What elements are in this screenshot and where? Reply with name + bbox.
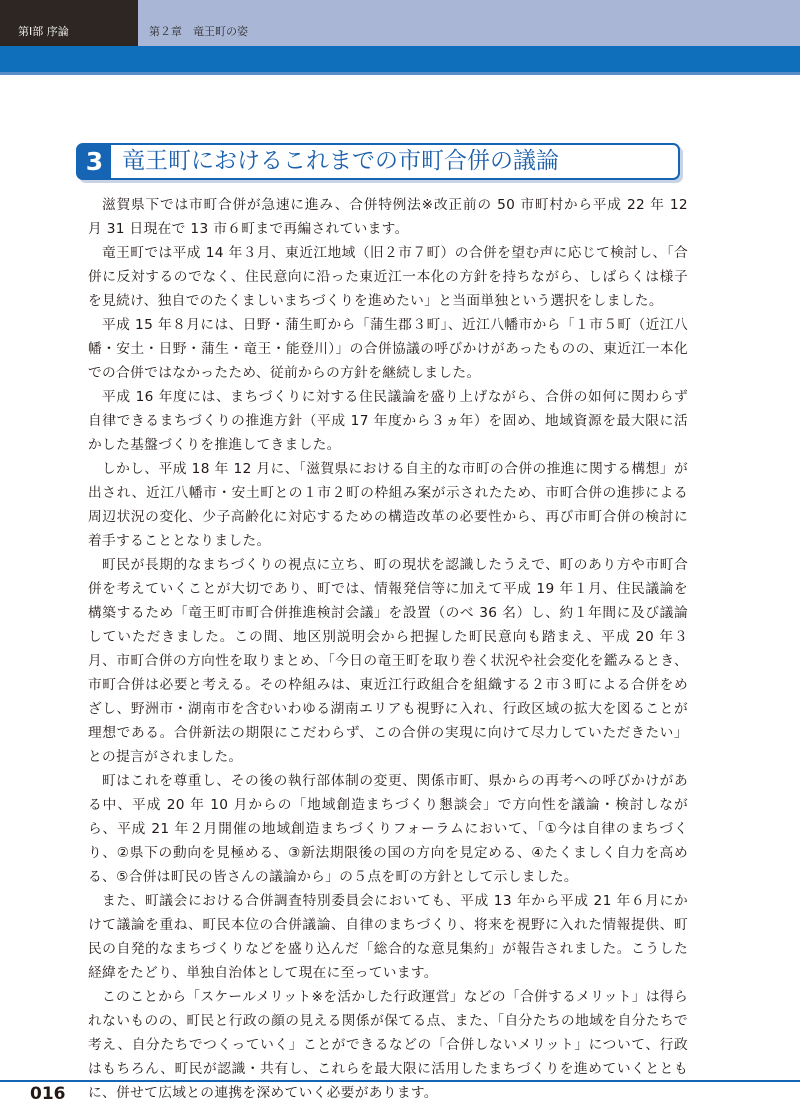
section-title: 竜王町におけるこれまでの市町合併の議論 — [122, 148, 559, 174]
footer-rule — [0, 1080, 800, 1082]
paragraph: 平成 16 年度には、まちづくりに対する住民議論を盛り上げながら、合併の如何に関わらず自律できるまちづくりの推進方針（平成 17 年度から３ヵ年）を固め、地域資源を最大限に活かした基盤づくりを推進してきました。 — [88, 389, 688, 453]
chapter-label: 第２章 竜王町の姿 — [149, 25, 248, 38]
paragraph: 滋賀県下では市町合併が急速に進み、合併特例法※改正前の 50 市町村から平成 22 年 12 月 31 日現在で 13 市６町まで再編されています。 — [88, 197, 688, 237]
paragraph: 町はこれを尊重し、その後の執行部体制の変更、関係市町、県からの再考への呼びかけがある中、平成 20 年 10 月からの「地域創造まちづくり懇談会」で方向性を議論・検討しながら、平成 21 年２月開催の地域創造まちづくりフォーラムにおいて、「①今は自律のまちづくり、②県下の動向を見極める、③新法期限後の国の方向を見定める、④たくましく自力を高める、⑤合併は町民の皆さんの議論から」の５点を町の方針として示しました。 — [88, 773, 688, 885]
part-label: 第Ⅰ部 序論 — [18, 25, 69, 38]
paragraph: 町民が長期的なまちづくりの視点に立ち、町の現状を認識したうえで、町のあり方や市町合併を考えていくことが大切であり、町では、情報発信等に加えて平成 19 年１月、住民議論を構築するため「竜王町市町合併推進検討会議」を設置（のべ 36 名）し、約１年間に及び議論していただきました。この間、地区別説明会から把握した町民意向も踏まえ、平成 20 年３月、市町合併の方向性を取りまとめ、「今日の竜王町を取り巻く状況や社会変化を鑑みるとき、市町合併は必要と考える。その枠組みは、東近江行政組合を組織する２市３町による合併をめざし、野洲市・湖南市を含むいわゆる湖南エリアも視野に入れ、行政区域の拡大を図ることが理想である。合併新法の期限にこだわらず、この合併の実現に向けて尽力していただきたい」との提言がされました。 — [88, 557, 688, 765]
section-number: 3 — [78, 145, 111, 178]
part-tab — [0, 0, 138, 46]
section-heading — [76, 143, 680, 180]
body-text — [88, 193, 688, 1105]
paragraph: 竜王町では平成 14 年３月、東近江地域（旧２市７町）の合併を望む声に応じて検討し、「合併に反対するのでなく、住民意向に沿った東近江一本化の方針を持ちながら、しばらくは様子を見続け、独自でのたくましいまちづくりを進めたい」と当面単独という選択をしました。 — [88, 245, 688, 309]
header-divider — [0, 72, 800, 75]
paragraph: また、町議会における合併調査特別委員会においても、平成 13 年から平成 21 年６月にかけて議論を重ね、町民本位の合併議論、自律のまちづくり、将来を視野に入れた情報提供、町民の自発的なまちづくりなどを盛り込んだ「総合的な意見集約」が報告されました。こうした経緯をたどり、単独自治体として現在に至っています。 — [88, 893, 688, 981]
header-blue-band — [0, 46, 800, 72]
paragraph: しかし、平成 18 年 12 月に、「滋賀県における自主的な市町の合併の推進に関する構想」が出され、近江八幡市・安土町との１市２町の枠組み案が示されたため、市町合併の進捗による周辺状況の変化、少子高齢化に対応するための構造改革の必要性から、再び市町合併の検討に着手することとなりました。 — [88, 461, 688, 549]
paragraph: このことから「スケールメリット※を活かした行政運営」などの「合併するメリット」は得られないものの、町民と行政の顔の見える関係が保てる点、また、「自分たちの地域を自分たちで考え、自分たちでつくっていく」ことができるなどの「合併しないメリット」について、行政はもちろん、町民が認識・共有し、これらを最大限に活用したまちづくりを進めていくとともに、併せて広域との連携を深めていく必要があります。 — [88, 989, 688, 1101]
paragraph: 平成 15 年８月には、日野・蒲生町から「蒲生郡３町」、近江八幡市から「１市５町（近江八幡・安土・日野・蒲生・竜王・能登川）」の合併協議の呼びかけがあったものの、東近江一本化での合併ではなかったため、従前からの方針を継続しました。 — [88, 317, 688, 381]
page-number: 016 — [30, 1084, 66, 1104]
